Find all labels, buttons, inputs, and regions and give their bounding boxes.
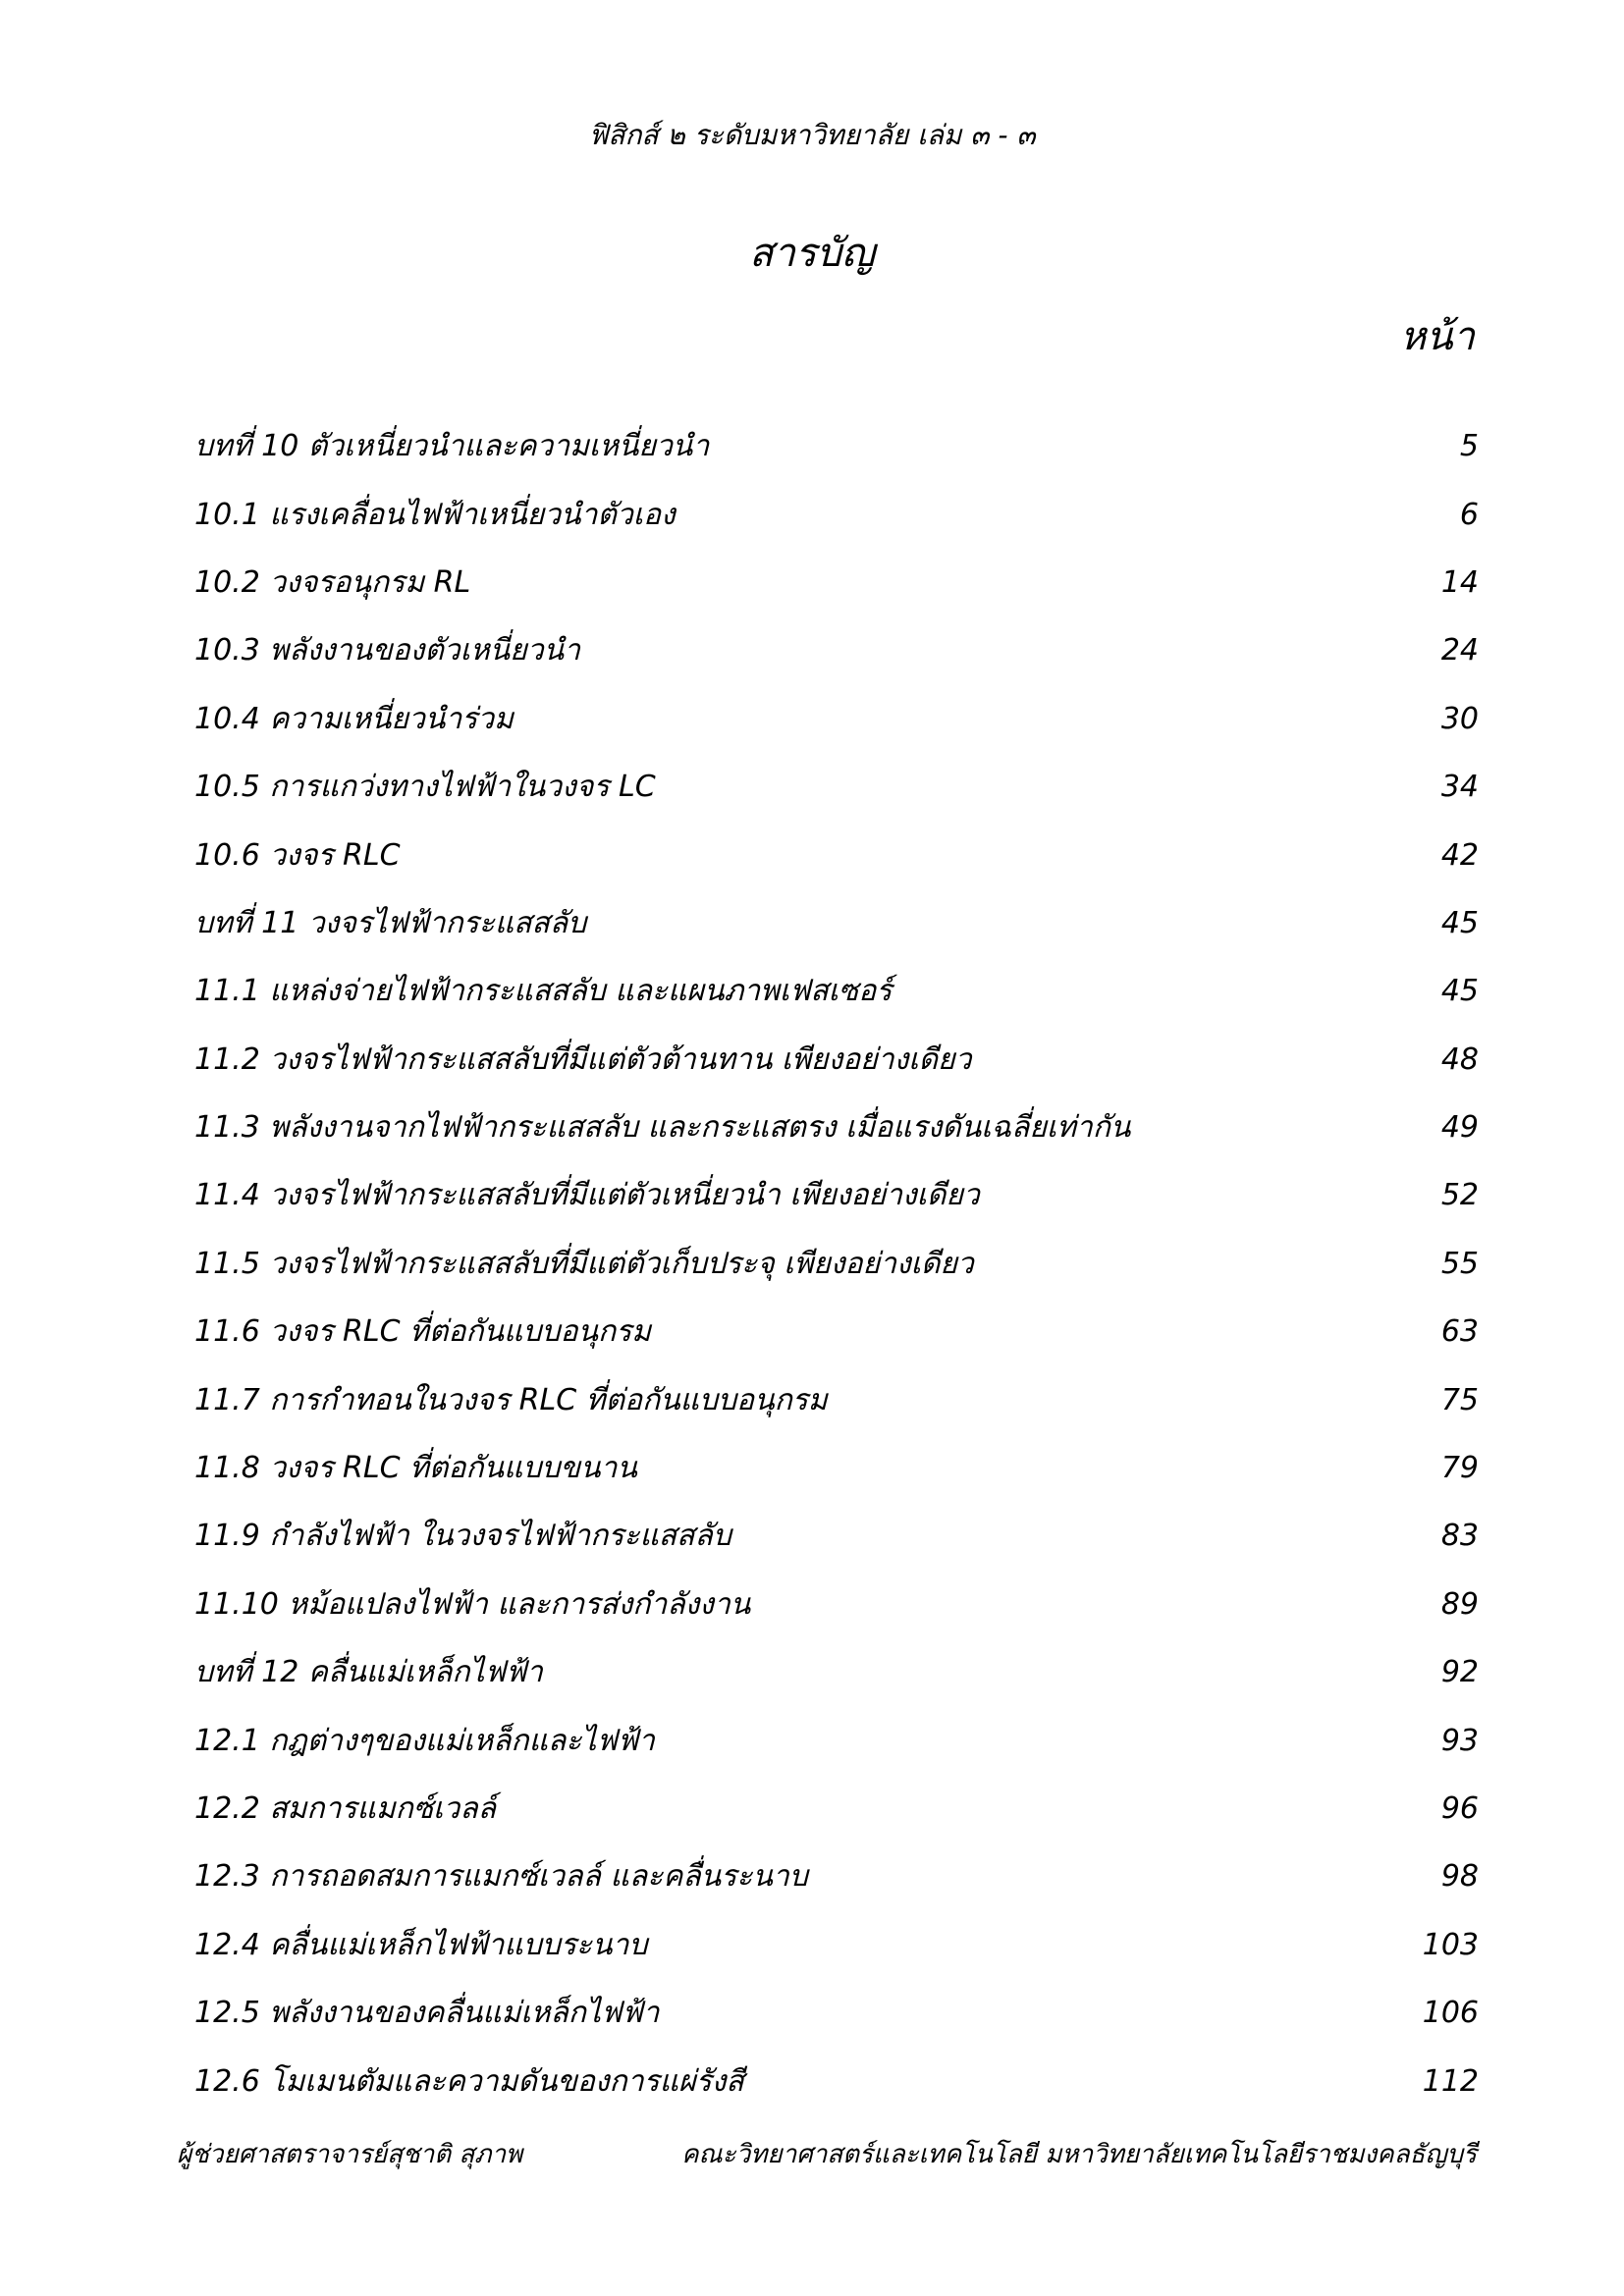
toc-entry-label: 10.3 พลังงานของตัวเหนี่ยวนำ bbox=[194, 633, 580, 668]
toc-entry-page: 45 bbox=[1440, 974, 1479, 1009]
toc-entry-label: 11.9 กำลังไฟฟ้า ในวงจรไฟฟ้ากระแสสลับ bbox=[194, 1519, 731, 1554]
toc-entry-page: 75 bbox=[1440, 1382, 1479, 1417]
toc-entry-page: 83 bbox=[1440, 1519, 1479, 1554]
toc-entry[interactable] bbox=[194, 1094, 1481, 1161]
toc-entry-label: 10.2 วงจรอนุกรม RL bbox=[194, 564, 471, 600]
toc-entry-label: 11.5 วงจรไฟฟ้ากระแสสลับที่มีแต่ตัวเก็บประจุ เพียงอย่างเดียว bbox=[194, 1246, 974, 1281]
toc-entry[interactable] bbox=[194, 1161, 1481, 1229]
footer-institution: คณะวิทยาศาสตร์และเทคโนโลยี มหาวิทยาลัยเทคโนโลยีราชมงคลธัญบุรี bbox=[681, 2140, 1477, 2169]
toc-entry-page: 34 bbox=[1440, 770, 1479, 805]
toc-entry-label: 10.6 วงจร RLC bbox=[194, 837, 401, 873]
page-footer bbox=[177, 2135, 1477, 2174]
toc-entry-page: 45 bbox=[1440, 905, 1479, 940]
toc-entry-label: 11.4 วงจรไฟฟ้ากระแสสลับที่มีแต่ตัวเหนี่ยวนำ เพียงอย่างเดียว bbox=[194, 1178, 980, 1213]
toc-entry-label: 12.4 คลื่นแม่เหล็กไฟฟ้าแบบระนาบ bbox=[194, 1927, 648, 1962]
toc-entry[interactable] bbox=[194, 1842, 1481, 1910]
toc-entry-label: 11.1 แหล่งจ่ายไฟฟ้ากระแสสลับ และแผนภาพเฟสเซอร์ bbox=[194, 974, 893, 1009]
toc-entry-label: 11.8 วงจร RLC ที่ต่อกันแบบขนาน bbox=[194, 1451, 637, 1486]
toc-entry-page: 24 bbox=[1440, 633, 1479, 668]
toc-entry-label: 10.1 แรงเคลื่อนไฟฟ้าเหนี่ยวนำตัวเอง bbox=[194, 497, 676, 532]
toc-entry-page: 63 bbox=[1440, 1314, 1479, 1350]
toc-entry-page: 52 bbox=[1440, 1178, 1479, 1213]
toc-entry-label: 11.6 วงจร RLC ที่ต่อกันแบบอนุกรม bbox=[194, 1314, 652, 1350]
toc-entry-page: 93 bbox=[1440, 1723, 1479, 1758]
toc-entry[interactable] bbox=[194, 1706, 1481, 1774]
toc-entry[interactable] bbox=[194, 1502, 1481, 1570]
toc-entry-label: 11.7 การกำทอนในวงจร RLC ที่ต่อกันแบบอนุกรม bbox=[194, 1382, 828, 1417]
toc-entry[interactable] bbox=[194, 2047, 1481, 2114]
toc-entry[interactable] bbox=[194, 1638, 1481, 1706]
toc-entry-label: 12.6 โมเมนตัมและความดันของการแผ่รังสี bbox=[194, 2063, 744, 2099]
toc-entry-page: 106 bbox=[1422, 1996, 1479, 2031]
toc-entry[interactable] bbox=[194, 889, 1481, 957]
toc-entry-label: 11.2 วงจรไฟฟ้ากระแสสลับที่มีแต่ตัวต้านทาน เพียงอย่างเดียว bbox=[194, 1041, 972, 1077]
toc-entry-label: 12.2 สมการแมกซ์เวลล์ bbox=[194, 1791, 497, 1826]
toc-entry-page: 103 bbox=[1422, 1927, 1479, 1962]
toc-entry[interactable] bbox=[194, 549, 1481, 616]
toc-entry[interactable] bbox=[194, 1298, 1481, 1365]
toc-entry-page: 112 bbox=[1422, 2063, 1479, 2099]
toc-entry-page: 48 bbox=[1440, 1041, 1479, 1077]
page-column-label: หน้า bbox=[1399, 314, 1475, 359]
toc-entry-label: บทที่ 11 วงจรไฟฟ้ากระแสสลับ bbox=[194, 905, 587, 940]
toc-entry-label: 11.3 พลังงานจากไฟฟ้ากระแสสลับ และกระแสตรง เมื่อแรงดันเฉลี่ยเท่ากัน bbox=[194, 1110, 1131, 1146]
toc-entry[interactable] bbox=[194, 1230, 1481, 1298]
footer-author: ผู้ช่วยศาสตราจารย์สุชาติ สุภาพ bbox=[177, 2140, 523, 2169]
toc-entry[interactable] bbox=[194, 1571, 1481, 1638]
toc-entry-label: 12.3 การถอดสมการแมกซ์เวลล์ และคลื่นระนาบ bbox=[194, 1859, 808, 1895]
toc-entry-page: 79 bbox=[1440, 1451, 1479, 1486]
toc-entry-page: 55 bbox=[1440, 1246, 1479, 1281]
toc-entry[interactable] bbox=[194, 1979, 1481, 2047]
toc-entry[interactable] bbox=[194, 685, 1481, 753]
toc-entry[interactable] bbox=[194, 821, 1481, 888]
toc-entry-page: 30 bbox=[1440, 701, 1479, 736]
toc-entry[interactable] bbox=[194, 1434, 1481, 1502]
running-header: ฟิสิกส์ ๒ ระดับมหาวิทยาลัย เล่ม ๓ - ๓ bbox=[588, 119, 1036, 151]
toc-entry-label: 10.4 ความเหนี่ยวนำร่วม bbox=[194, 701, 514, 736]
page-title: สารบัญ bbox=[749, 231, 875, 276]
toc-entry-label: บทที่ 12 คลื่นแม่เหล็กไฟฟ้า bbox=[194, 1655, 543, 1690]
toc-entry-page: 5 bbox=[1459, 429, 1479, 464]
toc-entry-label: บทที่ 10 ตัวเหนี่ยวนำและความเหนี่ยวนำ bbox=[194, 429, 710, 464]
table-of-contents bbox=[194, 412, 1481, 2115]
toc-entry-page: 89 bbox=[1440, 1586, 1479, 1622]
toc-entry[interactable] bbox=[194, 412, 1481, 480]
toc-entry-page: 6 bbox=[1459, 497, 1479, 532]
toc-entry[interactable] bbox=[194, 1365, 1481, 1433]
toc-entry[interactable] bbox=[194, 1775, 1481, 1842]
toc-entry-page: 96 bbox=[1440, 1791, 1479, 1826]
toc-entry-label: 10.5 การแกว่งทางไฟฟ้าในวงจร LC bbox=[194, 770, 656, 805]
toc-entry-page: 42 bbox=[1440, 837, 1479, 873]
toc-entry-page: 14 bbox=[1440, 564, 1479, 600]
toc-entry-page: 49 bbox=[1440, 1110, 1479, 1146]
toc-entry[interactable] bbox=[194, 480, 1481, 548]
toc-entry-label: 11.10 หม้อแปลงไฟฟ้า และการส่งกำลังงาน bbox=[194, 1586, 751, 1622]
toc-entry-label: 12.5 พลังงานของคลื่นแม่เหล็กไฟฟ้า bbox=[194, 1996, 660, 2031]
toc-entry[interactable] bbox=[194, 1911, 1481, 1979]
toc-entry[interactable] bbox=[194, 957, 1481, 1025]
toc-entry-page: 92 bbox=[1440, 1655, 1479, 1690]
toc-entry[interactable] bbox=[194, 616, 1481, 684]
toc-entry[interactable] bbox=[194, 753, 1481, 821]
toc-entry[interactable] bbox=[194, 1026, 1481, 1094]
toc-entry-page: 98 bbox=[1440, 1859, 1479, 1895]
toc-entry-label: 12.1 กฎต่างๆของแม่เหล็กและไฟฟ้า bbox=[194, 1723, 655, 1758]
